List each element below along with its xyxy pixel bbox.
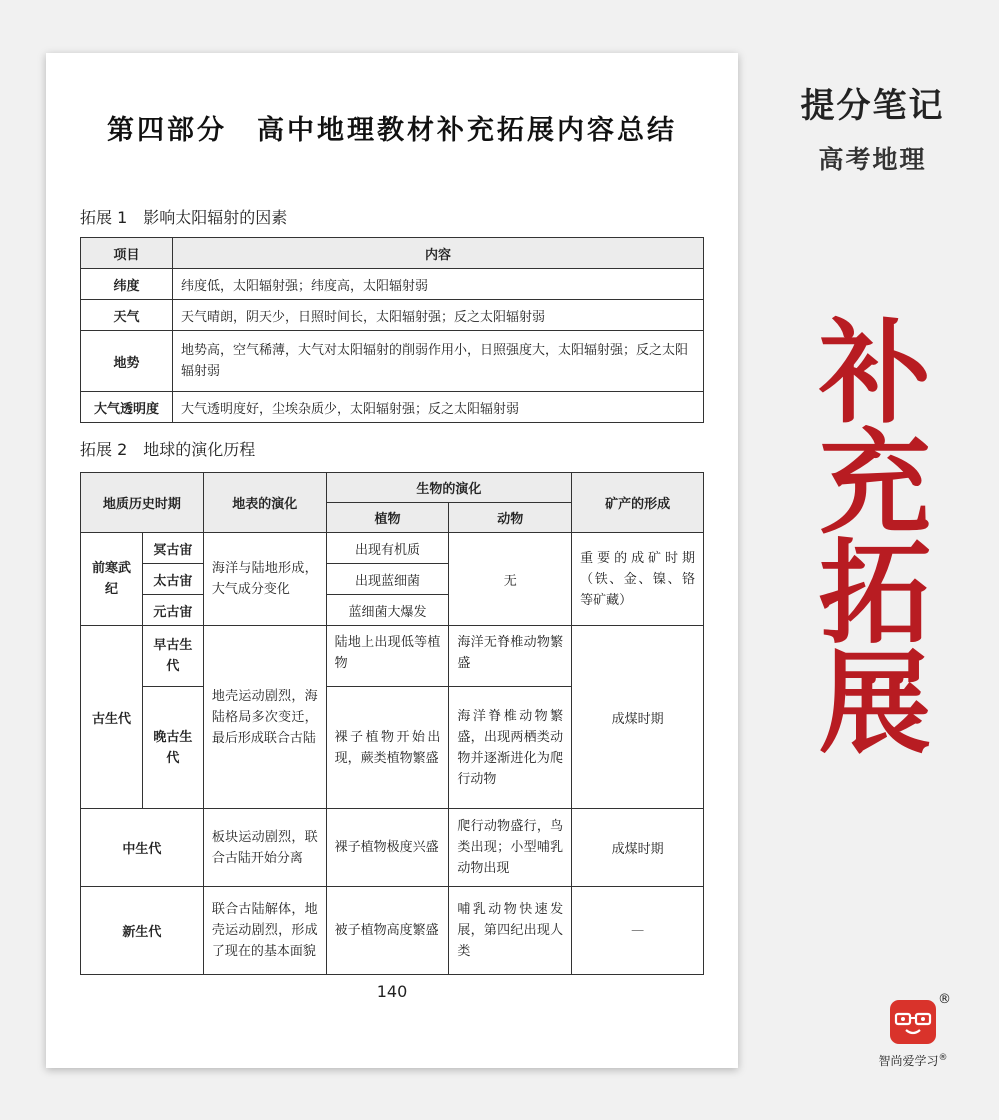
era-mesozoic: 中生代 (81, 809, 204, 887)
header-surface: 地表的演化 (203, 473, 326, 533)
table-row (81, 300, 704, 331)
brand-logo-text: 智尚爱学习® (878, 1053, 948, 1068)
table-row (81, 809, 704, 887)
row-item: 地势 (81, 331, 173, 392)
page-number: 140 (376, 982, 408, 1001)
brand-subtitle: 高考地理 (818, 145, 927, 174)
row-content: 地势高，空气稀薄，大气对太阳辐射的削弱作用小，日照强度大，太阳辐射强；反之太阳辐射弱 (173, 331, 704, 392)
header-plants: 植物 (326, 503, 449, 533)
surface-paleozoic: 地壳运动剧烈，海陆格局多次变迁，最后形成联合古陆 (203, 626, 326, 809)
table-row (81, 533, 704, 564)
eon-hadean: 冥古宙 (142, 533, 203, 564)
table-row (81, 331, 704, 392)
header-minerals: 矿产的形成 (572, 473, 704, 533)
table-row (81, 887, 704, 975)
late-paleozoic: 晚古生代 (142, 687, 203, 809)
row-item: 大气透明度 (81, 392, 173, 423)
vertical-label-char: 补 (819, 309, 931, 439)
plants-early-paleozoic: 陆地上出现低等植物 (326, 626, 449, 687)
plants-hadean: 出现有机质 (326, 533, 449, 564)
plants-late-paleozoic: 裸子植物开始出现，蕨类植物繁盛 (326, 687, 449, 809)
brand-logo-icon (890, 1000, 936, 1044)
row-content: 纬度低，太阳辐射强；纬度高，太阳辐射弱 (173, 269, 704, 300)
animals-mesozoic: 爬行动物盛行，鸟类出现；小型哺乳动物出现 (449, 809, 572, 887)
glasses-face-icon (890, 1000, 936, 1044)
animals-precambrian: 无 (449, 533, 572, 626)
eon-archean: 太古宙 (142, 564, 203, 595)
minerals-paleozoic: 成煤时期 (572, 626, 704, 809)
brand-title: 提分笔记 (800, 86, 945, 126)
table-row (81, 626, 704, 687)
animals-early-paleozoic: 海洋无脊椎动物繁盛 (449, 626, 572, 687)
table-row (81, 392, 704, 423)
vertical-label-char: 充 (819, 419, 931, 549)
minerals-mesozoic: 成煤时期 (572, 809, 704, 887)
header-content: 内容 (173, 238, 704, 269)
era-precambrian: 前寒武纪 (81, 533, 143, 626)
document-page (46, 53, 738, 1068)
row-item: 天气 (81, 300, 173, 331)
table-header-row (81, 238, 704, 269)
plants-proterozoic: 蓝细菌大爆发 (326, 595, 449, 626)
surface-mesozoic: 板块运动剧烈，联合古陆开始分离 (203, 809, 326, 887)
era-paleozoic: 古生代 (81, 626, 143, 809)
eon-proterozoic: 元古宙 (142, 595, 203, 626)
plants-mesozoic: 裸子植物极度兴盛 (326, 809, 449, 887)
plants-cenozoic: 被子植物高度繁盛 (326, 887, 449, 975)
row-item: 纬度 (81, 269, 173, 300)
row-content: 大气透明度好，尘埃杂质少，太阳辐射强；反之太阳辐射弱 (173, 392, 704, 423)
registered-mark: ® (938, 992, 951, 1007)
earth-evolution-table (80, 472, 704, 975)
early-paleozoic: 早古生代 (142, 626, 203, 687)
era-cenozoic: 新生代 (81, 887, 204, 975)
vertical-label-char: 拓 (819, 529, 931, 659)
minerals-precambrian: 重要的成矿时期（铁、金、镍、铬等矿藏） (572, 533, 704, 626)
header-period: 地质历史时期 (81, 473, 204, 533)
surface-cenozoic: 联合古陆解体，地壳运动剧烈，形成了现在的基本面貌 (203, 887, 326, 975)
solar-radiation-table (80, 237, 704, 423)
section-1-title: 拓展 1 影响太阳辐射的因素 (80, 208, 288, 227)
animals-late-paleozoic: 海洋脊椎动物繁盛，出现两栖类动物并逐渐进化为爬行动物 (449, 687, 572, 809)
section-2-title: 拓展 2 地球的演化历程 (80, 440, 256, 459)
header-item: 项目 (81, 238, 173, 269)
header-bio: 生物的演化 (326, 473, 572, 503)
minerals-cenozoic: — (572, 887, 704, 975)
page-title: 第四部分 高中地理教材补充拓展内容总结 (107, 115, 677, 146)
row-content: 天气晴朗，阴天少，日照时间长，太阳辐射强；反之太阳辐射弱 (173, 300, 704, 331)
plants-archean: 出现蓝细菌 (326, 564, 449, 595)
header-animals: 动物 (449, 503, 572, 533)
table-row (81, 269, 704, 300)
vertical-label-char: 展 (819, 639, 931, 769)
animals-cenozoic: 哺乳动物快速发展，第四纪出现人类 (449, 887, 572, 975)
surface-precambrian: 海洋与陆地形成，大气成分变化 (203, 533, 326, 626)
table-header-row (81, 473, 704, 503)
